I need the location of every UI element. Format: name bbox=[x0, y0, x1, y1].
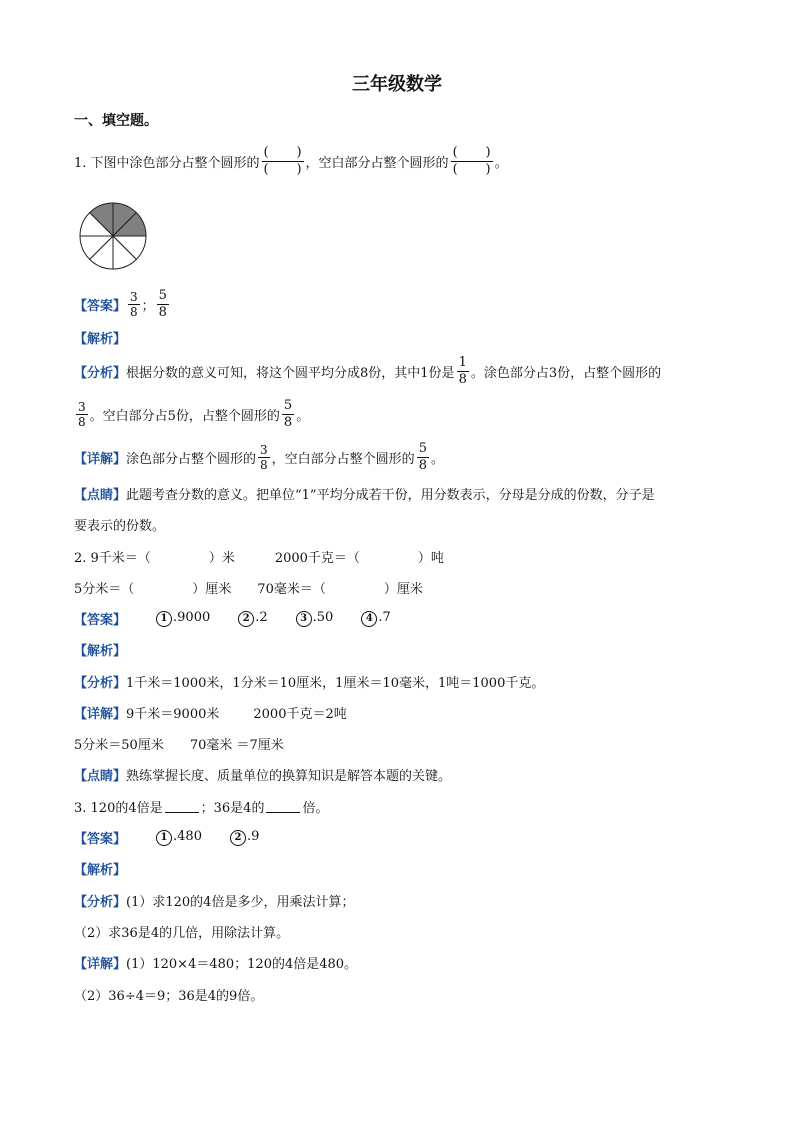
jiexi-tag: 【解析】 bbox=[74, 644, 127, 659]
dianjing-text: 熟练掌握长度、质量单位的换算知识是解答本题的关键。 bbox=[126, 769, 452, 784]
dianjing-tag: 【点睛】 bbox=[74, 769, 127, 784]
answer-item: 2 .2 bbox=[238, 610, 267, 627]
xiangjie-tag: 【详解】 bbox=[74, 707, 127, 722]
answer-item: 4 .7 bbox=[361, 610, 390, 627]
answer-blank-2[interactable]: ( ) ( ) bbox=[452, 145, 491, 177]
q2-text: 5分米＝（ bbox=[74, 582, 135, 597]
q3-jiexi bbox=[74, 859, 126, 878]
xiangjie-tag: 【详解】 bbox=[74, 452, 127, 467]
fenxi-text: (1）求120的4倍是多少，用乘法计算； bbox=[126, 895, 355, 910]
q1-mid: ，空白部分占整个圆形的 bbox=[305, 156, 449, 171]
jiexi-tag: 【解析】 bbox=[74, 863, 127, 878]
q2-text: ）厘米 bbox=[383, 582, 423, 597]
fraction: $\frac{5}{8}$ bbox=[418, 441, 427, 473]
q2-text: ）厘米 bbox=[192, 582, 232, 597]
q2-dianjing bbox=[74, 765, 451, 784]
xiangjie-text: 9千米＝9000米 bbox=[126, 707, 220, 722]
jiexi-tag: 【解析】 bbox=[74, 332, 127, 347]
pie-figure bbox=[78, 201, 148, 271]
q1-fenxi-line1 bbox=[74, 355, 661, 388]
q3-fenxi-line2: （2）求36是4的几倍，用除法计算。 bbox=[74, 926, 290, 941]
xiangjie-text: 涂色部分占整个圆形的 bbox=[126, 452, 257, 467]
q2-xiangjie bbox=[74, 703, 347, 722]
answer-item: 3 .50 bbox=[296, 610, 334, 627]
fraction: $\frac{1}{8}$ bbox=[458, 355, 467, 387]
fenxi-text: 。涂色部分占3份，占整个圆形的 bbox=[470, 366, 662, 381]
q3-answer bbox=[74, 828, 259, 847]
q2-jiexi bbox=[74, 640, 126, 659]
question-3 bbox=[74, 797, 328, 816]
q3-xiangjie-line2: （2）36÷4＝9；36是4的9倍。 bbox=[74, 989, 264, 1004]
answer-blank[interactable] bbox=[165, 800, 199, 813]
xiangjie-text: ，空白部分占整个圆形的 bbox=[271, 452, 415, 467]
q1-fenxi-line2 bbox=[74, 398, 309, 431]
xiangjie-text: 2000千克＝2吨 bbox=[253, 707, 347, 722]
q3-xiangjie bbox=[74, 953, 357, 972]
answer-blank-1[interactable]: ( ) ( ) bbox=[263, 145, 302, 177]
question-2-line2 bbox=[74, 578, 423, 597]
fenxi-text: 1千米＝1000米，1分米＝10厘米，1厘米＝10毫米，1吨＝1000千克。 bbox=[126, 676, 545, 691]
answer-item: 2 .9 bbox=[230, 829, 259, 846]
fenxi-text: 根据分数的意义可知，将这个圆平均分成8份，其中1份是 bbox=[126, 366, 455, 381]
answer-tag: 【答案】 bbox=[74, 299, 127, 314]
q3-text: 3. 120的4倍是 bbox=[74, 801, 163, 816]
fenxi-tag: 【分析】 bbox=[74, 676, 127, 691]
answer-item: 1 .9000 bbox=[156, 610, 210, 627]
q2-text: 70毫米＝（ bbox=[257, 582, 326, 597]
q1-prefix: 1. 下图中涂色部分占整个圆形的 bbox=[74, 156, 260, 171]
q2-xiangjie-line2 bbox=[74, 734, 284, 753]
q2-text: 2000千克＝（ bbox=[274, 551, 360, 566]
fraction: $\frac{3}{8}$ bbox=[78, 400, 86, 429]
q1-answer bbox=[74, 288, 171, 321]
fenxi-tag: 【分析】 bbox=[74, 895, 127, 910]
q1-jiexi bbox=[74, 328, 126, 347]
q2-text: ）米 bbox=[208, 551, 235, 566]
xiangjie-text: (1）120×4＝480；120的4倍是480。 bbox=[126, 957, 358, 972]
q1-dianjing-cont: 要表示的份数。 bbox=[74, 519, 166, 534]
q1-dianjing bbox=[74, 484, 655, 503]
q3-text: 倍。 bbox=[302, 801, 329, 816]
xiangjie-text: 5分米＝50厘米 bbox=[74, 738, 164, 753]
question-1 bbox=[74, 145, 508, 178]
xiangjie-text: 。 bbox=[430, 452, 444, 467]
fraction: $\frac{3}{8}$ bbox=[260, 443, 268, 472]
page-title: 三年级数学 bbox=[352, 74, 442, 95]
fenxi-tag: 【分析】 bbox=[74, 366, 127, 381]
dianjing-text: 此题考查分数的意义。把单位“1”平均分成若干份，用分数表示，分母是分成的份数，分子是 bbox=[126, 488, 655, 503]
q1-end: 。 bbox=[494, 156, 508, 171]
q2-fenxi bbox=[74, 672, 544, 691]
answer-item: 1 .480 bbox=[156, 829, 202, 846]
xiangjie-tag: 【详解】 bbox=[74, 957, 127, 972]
q3-fenxi bbox=[74, 891, 354, 910]
answer-tag: 【答案】 bbox=[74, 613, 127, 628]
xiangjie-text: 70毫米 ＝7厘米 bbox=[189, 738, 284, 753]
answer-blank[interactable] bbox=[266, 800, 300, 813]
q3-text: ；36是4的 bbox=[200, 801, 265, 816]
separator: ； bbox=[141, 299, 155, 314]
q1-xiangjie bbox=[74, 441, 444, 474]
fenxi-text: 。 bbox=[296, 409, 310, 424]
fenxi-text: 。空白部分占5份，占整个圆形的 bbox=[89, 409, 280, 424]
q2-text: 2. 9千米＝（ bbox=[74, 551, 151, 566]
answer-fraction: $\frac{5}{8}$ bbox=[158, 288, 167, 320]
question-2-line1 bbox=[74, 547, 444, 566]
section-heading: 一、填空题。 bbox=[74, 113, 158, 129]
q2-answer bbox=[74, 609, 391, 628]
fraction: $\frac{5}{8}$ bbox=[283, 398, 293, 430]
q2-text: ）吨 bbox=[417, 551, 444, 566]
dianjing-tag: 【点睛】 bbox=[74, 488, 127, 503]
answer-fraction: $\frac{3}{8}$ bbox=[130, 290, 138, 319]
answer-tag: 【答案】 bbox=[74, 832, 127, 847]
